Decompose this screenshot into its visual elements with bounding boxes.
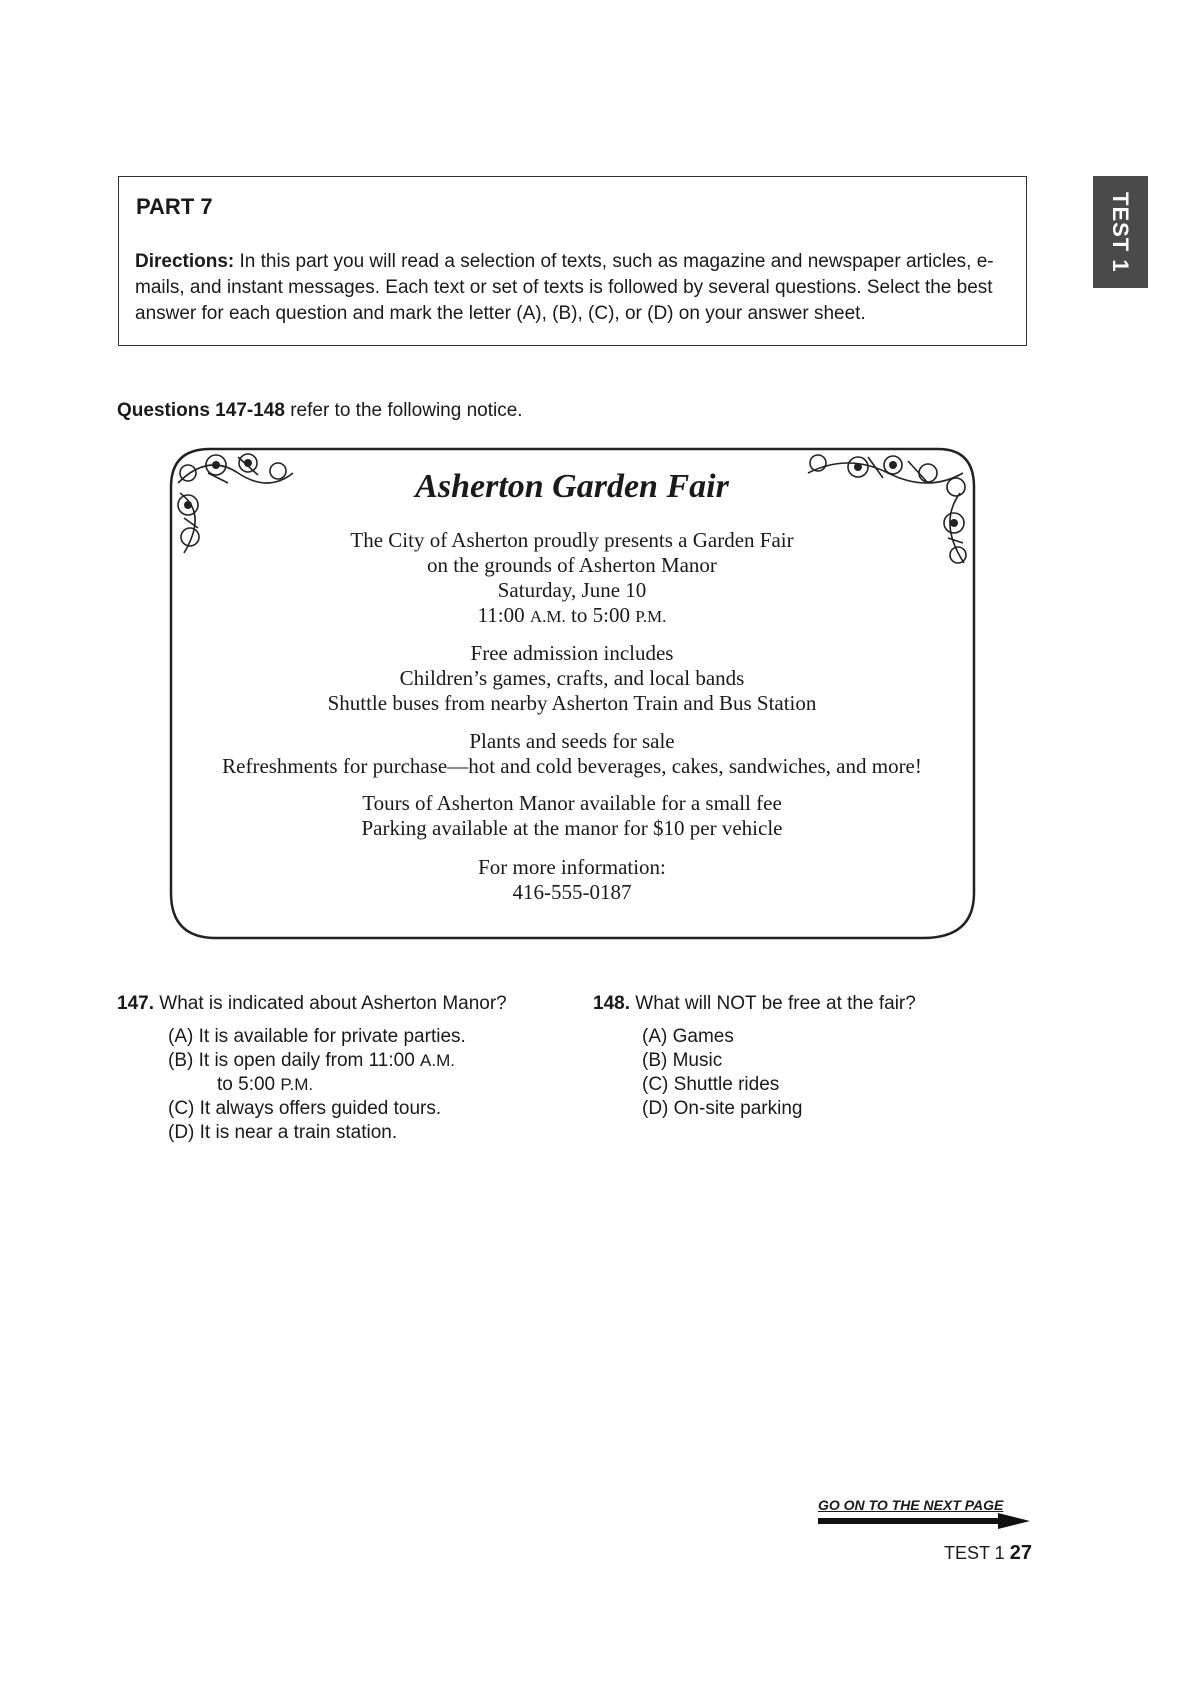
- notice-line: on the grounds of Asherton Manor: [427, 553, 717, 577]
- notice-line: Refreshments for purchase—hot and cold beverages, cakes, sandwiches, and more!: [222, 754, 922, 778]
- directions: [135, 249, 1015, 327]
- notice-line: Plants and seeds for sale: [469, 729, 675, 753]
- notice-time: [172, 603, 972, 629]
- option-b[interactable]: [168, 1049, 455, 1073]
- notice-line: For more information:: [478, 855, 666, 879]
- question-147: [117, 993, 507, 1015]
- option-b-continued: [217, 1073, 313, 1097]
- notice-line: Tours of Asherton Manor available for a small fee: [362, 791, 782, 815]
- notice-time-to: to 5:00: [565, 603, 636, 627]
- option-d[interactable]: (D) It is near a train station.: [168, 1122, 398, 1143]
- notice-phone: 416-555-0187: [512, 880, 632, 904]
- questions-intro: [117, 400, 523, 422]
- option-b-text-2: to 5:00: [217, 1074, 281, 1095]
- option-c[interactable]: (C) Shuttle rides: [642, 1074, 780, 1095]
- question-number: 148.: [593, 993, 630, 1014]
- question-stem: What will NOT be free at the fair?: [635, 993, 916, 1014]
- notice-pm: P.M.: [635, 607, 667, 626]
- notice-time-start: 11:00: [477, 603, 530, 627]
- option-b-am: A.M.: [420, 1051, 455, 1070]
- notice-line: The City of Asherton proudly presents a Garden Fair: [350, 528, 794, 552]
- notice-line: Free admission includes: [470, 641, 674, 665]
- notice-line: Children’s games, crafts, and local bands: [399, 666, 745, 690]
- option-b[interactable]: (B) Music: [642, 1050, 723, 1071]
- notice-title: Asherton Garden Fair: [415, 468, 729, 505]
- go-on-next-page: GO ON TO THE NEXT PAGE: [818, 1497, 1004, 1513]
- option-d[interactable]: (D) On-site parking: [642, 1098, 803, 1119]
- arrow-right-icon: [818, 1513, 1030, 1529]
- notice-am: A.M.: [529, 607, 566, 626]
- footer-test-label: TEST 1: [944, 1543, 1010, 1563]
- directions-box: [118, 176, 1027, 346]
- directions-text: In this part you will read a selection of texts, such as magazine and newspaper articles, e-mails, and instant messages. Each text or set of texts is followed by several questions. Select the best answer for each question and mark the letter (A), (B), (C), or (D) on your answer sheet.: [135, 251, 994, 324]
- questions-range: Questions 147-148: [117, 400, 285, 421]
- option-a[interactable]: (A) Games: [642, 1026, 734, 1047]
- directions-label: Directions:: [135, 251, 235, 272]
- question-number: 147.: [117, 993, 154, 1014]
- question-148: [593, 993, 916, 1015]
- notice-line: Parking available at the manor for $10 per vehicle: [361, 816, 783, 840]
- option-b-pm: P.M.: [280, 1075, 314, 1094]
- side-tab-label: TEST 1: [1108, 191, 1133, 273]
- question-stem: What is indicated about Asherton Manor?: [159, 993, 507, 1014]
- notice-line: Saturday, June 10: [497, 578, 647, 602]
- option-c[interactable]: (C) It always offers guided tours.: [168, 1098, 442, 1119]
- option-a[interactable]: (A) It is available for private parties.: [168, 1026, 466, 1047]
- part-title: PART 7: [136, 194, 213, 219]
- notice-line: Shuttle buses from nearby Asherton Train and Bus Station: [327, 691, 817, 715]
- page-number: 27: [1009, 1542, 1032, 1564]
- page-footer: [944, 1542, 1032, 1565]
- option-b-text: (B) It is open daily from 11:00: [168, 1050, 421, 1071]
- questions-intro-text: refer to the following notice.: [284, 400, 523, 421]
